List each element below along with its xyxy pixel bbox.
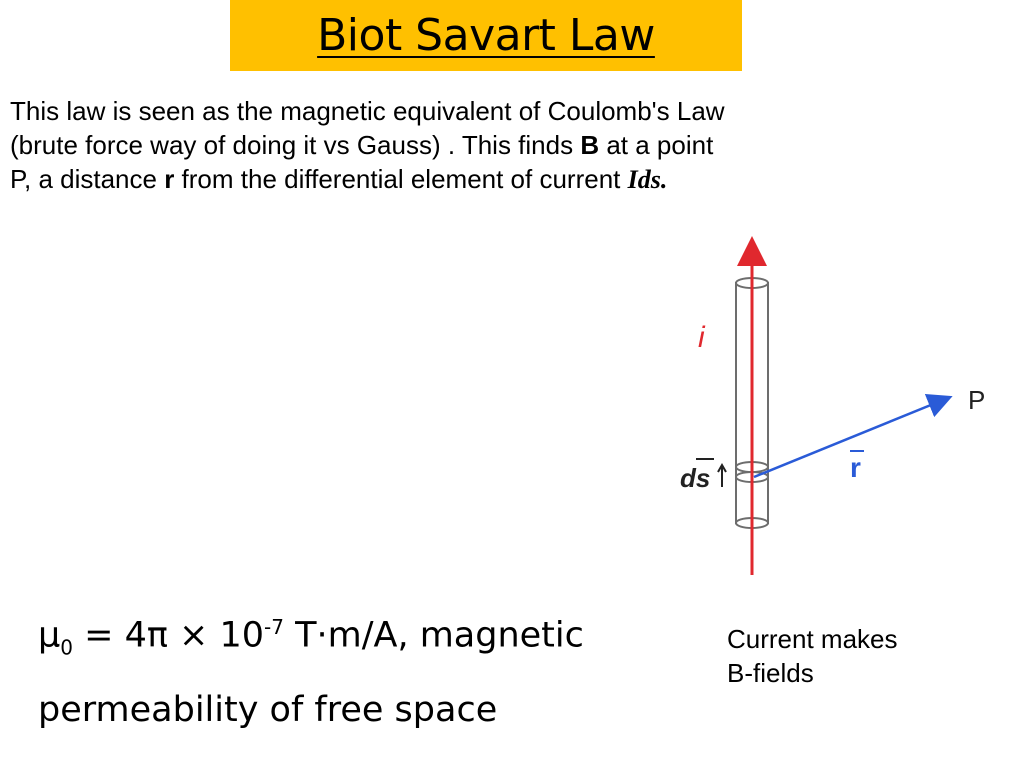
intro-line-1: This law is seen as the magnetic equivalent of Coulomb's Law <box>10 96 725 126</box>
mu-symbol: μ <box>38 615 61 656</box>
intro-b-symbol: B <box>580 130 600 160</box>
permeability-formula <box>38 596 698 741</box>
title-banner <box>230 0 742 71</box>
wire-diagram <box>650 235 1024 580</box>
intro-r-symbol: r <box>164 164 175 194</box>
intro-line-3-pre: P, a distance <box>10 164 165 194</box>
intro-line-2-post: at a point <box>599 130 714 160</box>
intro-paragraph <box>10 94 985 197</box>
element-label: ds <box>680 463 711 493</box>
caption-line-2: B-fields <box>727 658 814 688</box>
caption <box>727 622 987 690</box>
caption-line-1: Current makes <box>727 624 898 654</box>
formula-exponent: -7 <box>264 615 284 639</box>
formula-units: T·m/A, magnetic <box>284 615 584 656</box>
mu-subscript: 0 <box>60 635 74 660</box>
formula-line-2: permeability of free space <box>38 689 498 730</box>
formula-expression: = 4π × 10 <box>73 615 265 656</box>
point-label: P <box>968 385 986 415</box>
intro-ids-symbol: Ids. <box>627 165 668 194</box>
current-label: i <box>698 321 705 354</box>
intro-line-2-pre: (brute force way of doing it vs Gauss) . This finds <box>10 130 581 160</box>
slide-title: Biot Savart Law <box>317 10 655 61</box>
vector-label: r <box>850 452 861 483</box>
intro-line-3-post: from the differential element of current <box>174 164 628 194</box>
element-small-arrow-icon <box>718 465 726 487</box>
